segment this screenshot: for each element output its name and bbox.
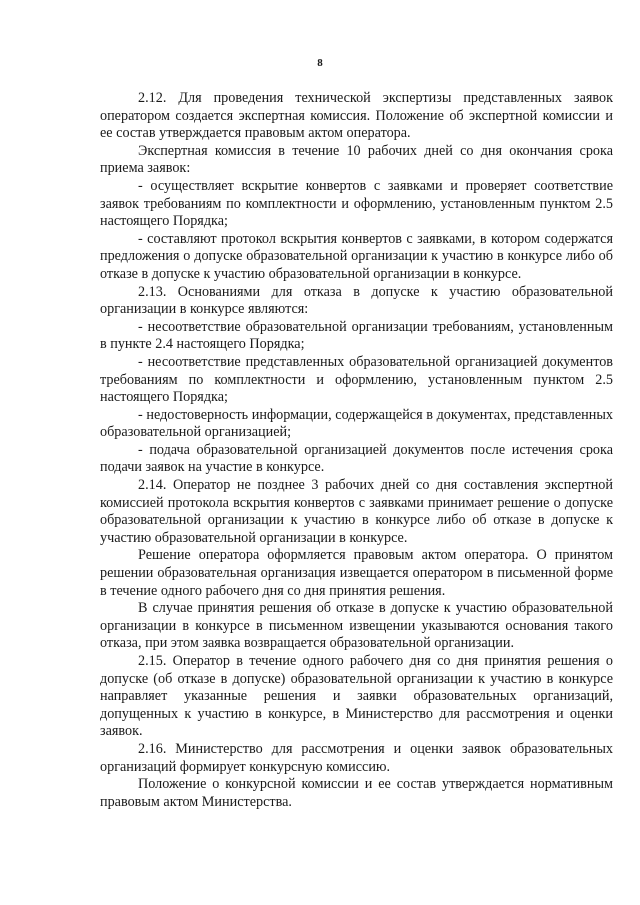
paragraph-2-14: 2.14. Оператор не позднее 3 рабочих дней со дня составления экспертной комиссией протокола вскрытия конвертов с заявками принимает решение о допуске образовательной организации к участию в конкурсе либо об отказе в допуске к участию образовательной организации в конкурсе. bbox=[100, 477, 613, 546]
paragraph-2-13: 2.13. Основаниями для отказа в допуске к участию образовательной организации в конкурсе являются: bbox=[100, 283, 613, 318]
list-item-false-information: - недостоверность информации, содержащейся в документах, представленных образовательной организацией; bbox=[100, 406, 613, 441]
paragraph-commission-regulation: Положение о конкурсной комиссии и ее состав утверждается нормативным правовым актом Министерства. bbox=[100, 776, 613, 810]
list-item-protocol: - составляют протокол вскрытия конвертов с заявками, в котором содержатся предложения о допуске образовательной организации к участию в конкурсе либо об отказе в допуске к участию образовательной организации в конкурсе. bbox=[100, 230, 613, 282]
document-body bbox=[100, 90, 613, 811]
paragraph-2-15: 2.15. Оператор в течение одного рабочего дня со дня принятия решения о допуске (об отказе в допуске) образовательной организации к участию в конкурсе направляет указанные решения и заявки образовательных организаций, допущенных к участию в конкурсе, в Министерство для рассмотрения и оценки заявок. bbox=[100, 653, 613, 740]
list-item-late-submission: - подача образовательной организацией документов после истечения срока подачи заявок на участие в конкурсе. bbox=[100, 441, 613, 476]
list-item-documents-mismatch: - несоответствие представленных образовательной организацией документов требованиям по комплектности и оформлению, установленным пунктом 2.5 настоящего Порядка; bbox=[100, 353, 613, 406]
list-item-requirements-mismatch: - несоответствие образовательной организации требованиям, установленным в пункте 2.4 настоящего Порядка; bbox=[100, 318, 613, 353]
page-number: 8 bbox=[317, 57, 323, 69]
list-item-open-envelopes: - осуществляет вскрытие конвертов с заявками и проверяет соответствие заявок требованиям по комплектности и оформлению, установленным пунктом 2.5 настоящего Порядка; bbox=[100, 177, 613, 230]
paragraph-refusal-case: В случае принятия решения об отказе в допуске к участию образовательной организации в конкурсе в письменном извещении указываются основания такого отказа, при этом заявка возвращается образовательной организации. bbox=[100, 600, 613, 652]
paragraph-operator-decision: Решение оператора оформляется правовым актом оператора. О принятом решении образовательная организация извещается оператором в письменной форме в течение одного рабочего дня со дня принятия решения. bbox=[100, 547, 613, 599]
paragraph-2-12: 2.12. Для проведения технической экспертизы представленных заявок оператором создается экспертная комиссия. Положение об экспертной комиссии и ее состав утверждается правовым актом оператора. bbox=[100, 90, 613, 142]
paragraph-commission-term: Экспертная комиссия в течение 10 рабочих дней со дня окончания срока приема заявок: bbox=[100, 142, 613, 177]
paragraph-2-16: 2.16. Министерство для рассмотрения и оценки заявок образовательных организаций формирует конкурсную комиссию. bbox=[100, 740, 613, 775]
